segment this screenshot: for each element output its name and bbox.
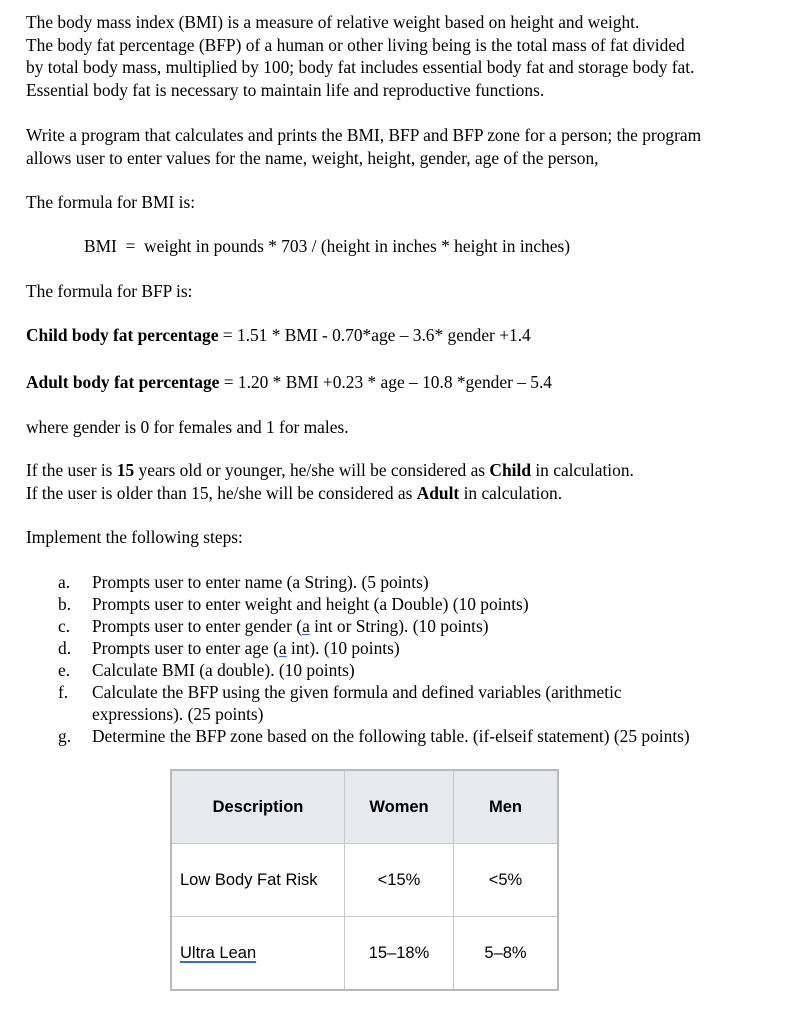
bmi-formula: BMI = weight in pounds * 703 / (height in inches * height in inches) — [84, 236, 571, 256]
list-item — [58, 681, 690, 725]
list-item-text: int or String). (10 points) — [309, 616, 489, 636]
list-item-text: Calculate BMI (a double). (10 points) — [92, 660, 355, 680]
bmi-heading: The formula for BMI is: — [26, 192, 196, 212]
table-row — [171, 917, 558, 991]
table-cell-description: Low Body Fat Risk — [171, 844, 345, 917]
rule-text: If the user is older than 15, he/she will be considered as — [26, 482, 417, 503]
table-header-row — [171, 770, 558, 844]
adult-bfp-label: Adult body fat percentage — [26, 372, 220, 392]
intro-line: Essential body fat is necessary to maintain life and reproductive functions. — [26, 79, 545, 100]
list-item-text: int). (10 points) — [286, 638, 400, 658]
column-header-women: Women — [345, 770, 454, 844]
child-bfp-label: Child body fat percentage — [26, 325, 219, 345]
child-word: Child — [489, 460, 531, 480]
task-paragraph — [26, 124, 701, 169]
table-cell-description — [171, 917, 345, 991]
intro-line: The body mass index (BMI) is a measure of relative weight based on height and weight. — [26, 12, 640, 32]
list-marker: b. — [58, 594, 72, 614]
list-item — [58, 615, 690, 637]
bfp-heading: The formula for BFP is: — [26, 281, 193, 301]
age-threshold: 15 — [116, 460, 135, 480]
ultra-lean-link[interactable]: Ultra Lean — [180, 943, 257, 962]
underlined-word: a — [278, 638, 287, 658]
list-item-text: Determine the BFP zone based on the following table. (if-elseif statement) (25 points) — [92, 726, 690, 746]
adult-bfp-formula — [26, 371, 552, 394]
table-row — [171, 844, 558, 917]
list-item — [58, 571, 690, 593]
task-line: allows user to enter values for the name, weight, height, gender, age of the person, — [26, 147, 599, 168]
steps-list — [58, 571, 690, 747]
list-marker: c. — [58, 616, 71, 636]
table-cell-men: <5% — [454, 844, 559, 917]
list-item — [58, 659, 690, 681]
list-marker: e. — [58, 660, 71, 680]
list-item — [58, 593, 690, 615]
list-item — [58, 637, 690, 659]
list-item-text: expressions). (25 points) — [92, 704, 264, 724]
adult-word: Adult — [416, 482, 460, 503]
rule-text: in calculation. — [531, 460, 634, 480]
list-item-text: Prompts user to enter age ( — [92, 638, 279, 658]
adult-rule — [26, 482, 634, 505]
child-rule — [26, 459, 634, 482]
rule-text: years old or younger, he/she will be considered as — [134, 460, 490, 480]
column-header-men: Men — [454, 770, 559, 844]
rule-text: If the user is — [26, 460, 117, 480]
adult-bfp-expression: = 1.20 * BMI +0.23 * age – 10.8 *gender – 5.4 — [219, 372, 552, 392]
task-line: Write a program that calculates and prints the BMI, BFP and BFP zone for a person; the program — [26, 125, 702, 145]
list-item-text: Calculate the BFP using the given formula and defined variables (arithmetic — [92, 682, 622, 702]
list-item — [58, 725, 690, 747]
underlined-word: a — [302, 616, 310, 636]
child-bfp-expression: = 1.51 * BMI - 0.70*age – 3.6* gender +1.4 — [218, 325, 531, 345]
intro-line: The body fat percentage (BFP) of a human or other living being is the total mass of fat divided — [26, 34, 685, 55]
bfp-zone-table — [170, 769, 559, 991]
child-bfp-formula — [26, 324, 531, 347]
age-rules — [26, 459, 634, 504]
list-marker: d. — [58, 638, 72, 658]
rule-text: in calculation. — [459, 482, 563, 503]
intro-paragraph — [26, 11, 694, 101]
intro-line: by total body mass, multiplied by 100; body fat includes essential body fat and storage body fat. — [26, 57, 695, 77]
list-item-text: Prompts user to enter name (a String). (5 points) — [92, 572, 429, 592]
column-header-description: Description — [171, 770, 345, 844]
list-marker: g. — [58, 726, 72, 746]
steps-heading: Implement the following steps: — [26, 527, 243, 547]
list-item-text: Prompts user to enter gender ( — [92, 616, 303, 636]
table-cell-women: <15% — [345, 844, 454, 917]
list-marker: f. — [58, 682, 69, 702]
list-item-text: Prompts user to enter weight and height (a Double) (10 points) — [92, 594, 529, 614]
table-cell-men: 5–8% — [454, 917, 559, 991]
gender-note: where gender is 0 for females and 1 for males. — [26, 417, 349, 437]
list-marker: a. — [58, 572, 71, 592]
table-cell-women: 15–18% — [345, 917, 454, 991]
